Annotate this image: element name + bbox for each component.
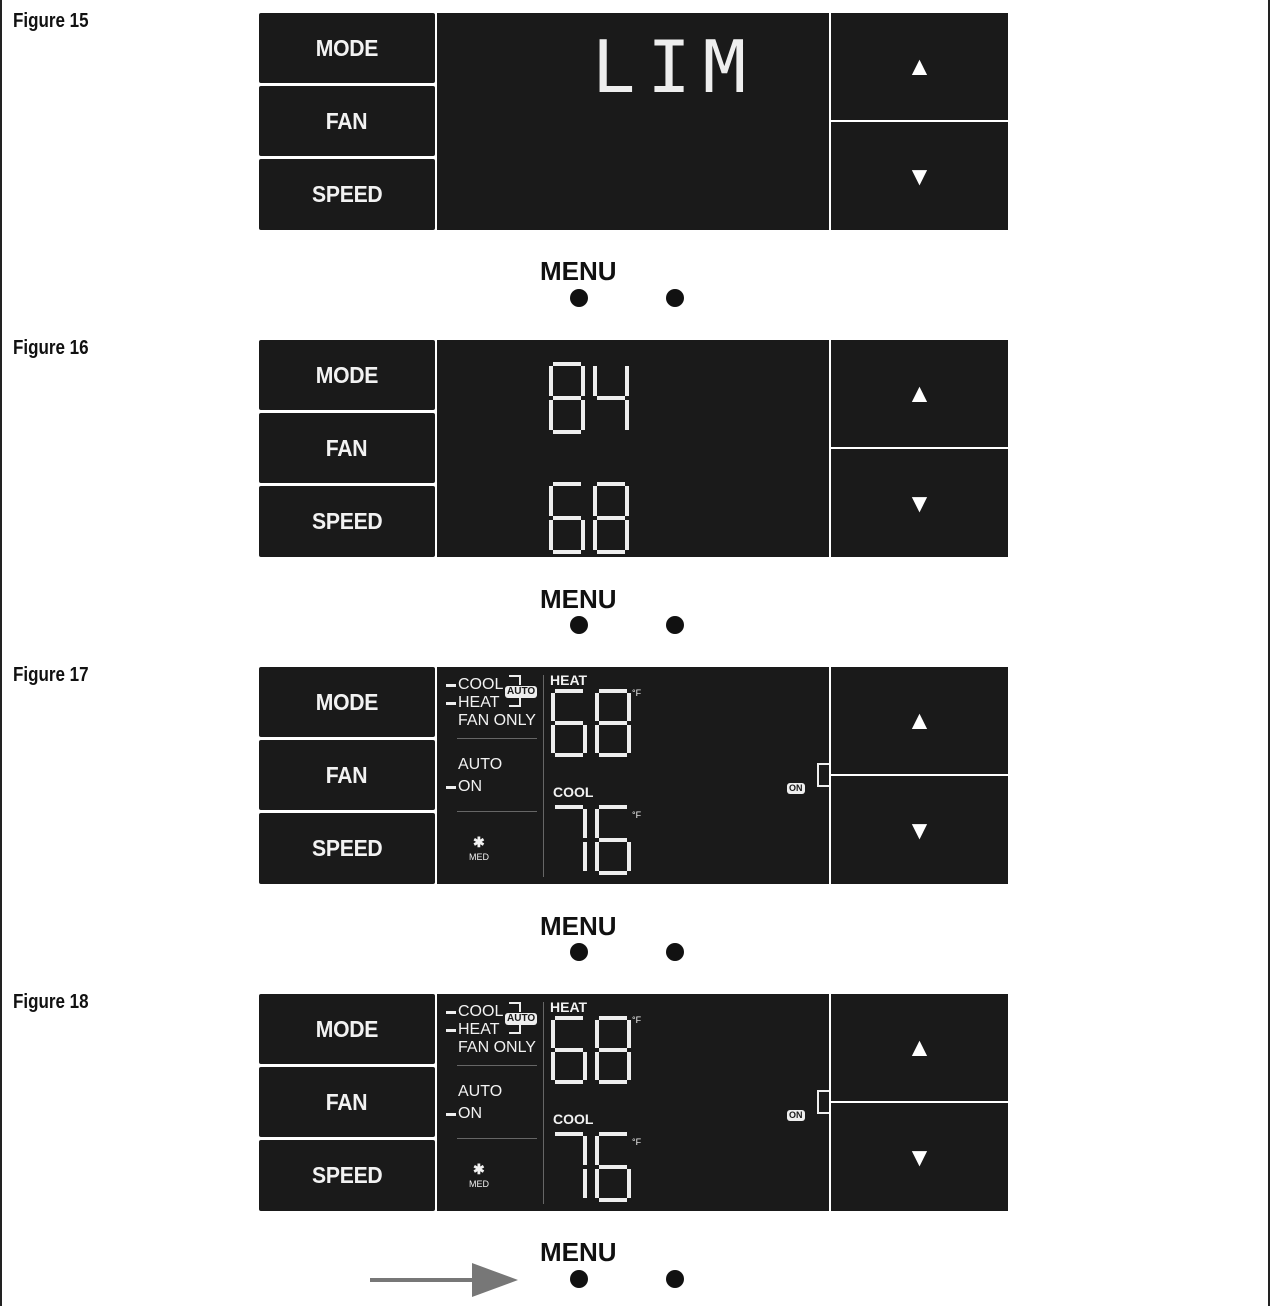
lcd-segment xyxy=(599,871,627,875)
fan-speed-label: MED xyxy=(469,1179,489,1189)
lcd-segment xyxy=(553,516,581,520)
lcd-segment xyxy=(583,1169,587,1198)
lcd-segment xyxy=(551,1052,555,1080)
heat-indicator-bar xyxy=(446,702,456,705)
lcd-segment xyxy=(599,1132,627,1136)
lcd-segment xyxy=(627,693,631,721)
cool-value-digits xyxy=(549,1130,642,1204)
mode-button-label: MODE xyxy=(315,688,379,715)
lcd-segment xyxy=(553,362,581,366)
figure-17-panel xyxy=(259,667,1008,884)
mode-button[interactable] xyxy=(259,667,435,737)
button-column xyxy=(259,340,435,557)
lcd-segment xyxy=(627,725,631,753)
column-divider xyxy=(543,675,544,877)
lcd-segment xyxy=(555,689,583,693)
lcd-seg-bottom-value xyxy=(547,480,637,556)
lcd-segment xyxy=(595,1169,599,1198)
lcd-segment xyxy=(549,520,553,550)
arrow-buttons xyxy=(831,994,1008,1211)
mode-button[interactable] xyxy=(259,994,435,1064)
cool-value-digits xyxy=(549,803,642,877)
cool-indicator-bar xyxy=(446,1011,456,1014)
heat-indicator-bar xyxy=(446,1029,456,1032)
up-button[interactable] xyxy=(831,13,1008,120)
lcd-segment xyxy=(597,482,625,486)
lcd-segment xyxy=(625,366,629,396)
menu-dot-left[interactable] xyxy=(570,1270,588,1288)
divider xyxy=(457,738,537,739)
mode-cool-label: COOL xyxy=(458,1003,504,1020)
speed-button-label: SPEED xyxy=(311,1162,383,1188)
lcd-screen xyxy=(437,13,829,230)
lcd-segment xyxy=(555,753,583,757)
fan-speed-label: MED xyxy=(469,852,489,862)
figure-15-label: Figure 15 xyxy=(13,10,89,32)
lcd-segment xyxy=(583,842,587,871)
figure-16-label: Figure 16 xyxy=(13,337,89,359)
mode-heat-label: HEAT xyxy=(458,694,500,711)
lcd-segment xyxy=(553,550,581,554)
lcd-segment xyxy=(583,809,587,838)
lcd-segment xyxy=(597,396,625,400)
on-badge: ON xyxy=(789,1110,803,1120)
menu-label: MENU xyxy=(540,256,617,286)
lcd-segment xyxy=(553,396,581,400)
lcd-segment xyxy=(599,1198,627,1202)
cool-indicator-bar xyxy=(446,684,456,687)
speed-button[interactable] xyxy=(259,159,435,230)
auto-bracket-top xyxy=(509,675,521,685)
lcd-segment xyxy=(551,693,555,721)
menu-label: MENU xyxy=(540,584,617,614)
fan-button[interactable] xyxy=(259,413,435,483)
heat-label: HEAT xyxy=(550,999,588,1015)
fan-on-label: ON xyxy=(458,1105,482,1122)
pointer-arrow-icon xyxy=(368,1260,518,1300)
mode-fan-only-label: FAN ONLY xyxy=(458,1039,536,1056)
lcd-segment xyxy=(583,1136,587,1165)
down-button[interactable] xyxy=(831,449,1008,557)
auto-bracket-bottom xyxy=(509,697,521,707)
divider xyxy=(457,1138,537,1139)
heat-unit: °F xyxy=(632,1015,642,1025)
fan-button-label: FAN xyxy=(326,761,368,788)
lcd-segment xyxy=(549,366,553,396)
down-arrow-icon: ▼ xyxy=(906,1141,933,1172)
fan-auto-label: AUTO xyxy=(458,1083,503,1100)
lcd-segment xyxy=(595,1136,599,1165)
menu-label: MENU xyxy=(540,911,617,941)
lcd-segment xyxy=(599,1080,627,1084)
on-indicator-bar xyxy=(446,1113,456,1116)
cool-label: COOL xyxy=(553,1111,594,1127)
lcd-seg-top-value xyxy=(547,360,637,436)
speed-button[interactable] xyxy=(259,813,435,884)
up-button[interactable] xyxy=(831,340,1008,447)
lcd-segment xyxy=(555,805,583,809)
lcd-segment xyxy=(551,1020,555,1048)
lcd-segment xyxy=(595,1020,599,1048)
speed-button-label: SPEED xyxy=(311,508,383,534)
fan-button[interactable] xyxy=(259,86,435,156)
auto-badge: AUTO xyxy=(507,1013,536,1024)
fan-button-label: FAN xyxy=(326,107,368,134)
fan-auto-label: AUTO xyxy=(458,756,503,773)
lcd-segment xyxy=(549,486,553,516)
button-column xyxy=(259,994,435,1211)
lcd-segment xyxy=(583,1052,587,1080)
mode-button[interactable] xyxy=(259,340,435,410)
on-bracket xyxy=(817,763,829,787)
heat-value-digits xyxy=(549,1014,642,1086)
divider xyxy=(457,811,537,812)
lcd-lim-text: LIM xyxy=(592,25,759,109)
lcd-segment xyxy=(595,1052,599,1080)
speed-button-label: SPEED xyxy=(311,181,383,207)
up-button[interactable] xyxy=(831,667,1008,774)
auto-bracket-bottom xyxy=(509,1024,521,1034)
fan-button[interactable] xyxy=(259,740,435,810)
lcd-segment xyxy=(595,725,599,753)
menu-dot-right[interactable] xyxy=(666,289,684,307)
figure-17-label: Figure 17 xyxy=(13,664,89,686)
lcd-segment xyxy=(625,520,629,550)
menu-dot-right[interactable] xyxy=(666,943,684,961)
mode-button[interactable] xyxy=(259,13,435,83)
button-column xyxy=(259,13,435,230)
menu-dot-left[interactable] xyxy=(570,289,588,307)
lcd-segment xyxy=(599,753,627,757)
mode-cool-label: COOL xyxy=(458,676,504,693)
lcd-segment xyxy=(581,520,585,550)
lcd-segment xyxy=(553,430,581,434)
on-badge: ON xyxy=(789,783,803,793)
mode-button-label: MODE xyxy=(315,361,379,388)
arrow-buttons xyxy=(831,13,1008,230)
lcd-segment xyxy=(593,520,597,550)
mode-heat-label: HEAT xyxy=(458,1021,500,1038)
on-indicator-bar xyxy=(446,786,456,789)
lcd-segment xyxy=(599,1016,627,1020)
up-arrow-icon: ▲ xyxy=(906,705,933,735)
lcd-segment xyxy=(599,1048,627,1052)
arrow-buttons xyxy=(831,667,1008,884)
lcd-segment xyxy=(555,1132,583,1136)
speed-button[interactable] xyxy=(259,486,435,557)
lcd-segment xyxy=(627,1169,631,1198)
mode-button-label: MODE xyxy=(315,34,379,61)
lcd-segment xyxy=(625,400,629,430)
down-button[interactable] xyxy=(831,122,1008,230)
menu-dot-left[interactable] xyxy=(570,616,588,634)
up-arrow-icon: ▲ xyxy=(906,51,933,81)
figure-18-panel xyxy=(259,994,1008,1211)
lcd-segment xyxy=(551,725,555,753)
lcd-segment xyxy=(627,1052,631,1080)
lcd-screen xyxy=(437,667,829,884)
lcd-segment xyxy=(599,805,627,809)
lcd-segment xyxy=(597,516,625,520)
down-arrow-icon: ▼ xyxy=(906,814,933,845)
lcd-segment xyxy=(599,838,627,842)
down-arrow-icon: ▼ xyxy=(906,160,933,191)
lcd-segment xyxy=(599,721,627,725)
lcd-segment xyxy=(627,842,631,871)
cool-label: COOL xyxy=(553,784,594,800)
up-arrow-icon: ▲ xyxy=(906,378,933,408)
lcd-segment xyxy=(555,721,583,725)
up-button[interactable] xyxy=(831,994,1008,1101)
up-arrow-icon: ▲ xyxy=(906,1032,933,1062)
speed-button-label: SPEED xyxy=(311,835,383,861)
column-divider xyxy=(543,1002,544,1204)
menu-dot-left[interactable] xyxy=(570,943,588,961)
heat-value-digits xyxy=(549,687,642,759)
menu-label: MENU xyxy=(540,1237,617,1267)
lcd-segment xyxy=(583,725,587,753)
lcd-segment xyxy=(581,400,585,430)
arrow-buttons xyxy=(831,340,1008,557)
divider xyxy=(457,1065,537,1066)
cool-unit: °F xyxy=(632,810,642,820)
fan-button-label: FAN xyxy=(326,434,368,461)
lcd-segment xyxy=(595,809,599,838)
fan-button-label: FAN xyxy=(326,1088,368,1115)
down-button[interactable] xyxy=(831,776,1008,884)
lcd-screen xyxy=(437,994,829,1211)
on-bracket xyxy=(817,1090,829,1114)
heat-label: HEAT xyxy=(550,672,588,688)
fan-icon: ✱ xyxy=(473,834,485,850)
figure-18-label: Figure 18 xyxy=(13,991,89,1013)
fan-icon: ✱ xyxy=(473,1161,485,1177)
lcd-segment xyxy=(595,693,599,721)
lcd-segment xyxy=(599,689,627,693)
mode-button-label: MODE xyxy=(315,1015,379,1042)
auto-badge: AUTO xyxy=(507,686,536,697)
figure-15-panel xyxy=(259,13,1008,230)
heat-unit: °F xyxy=(632,688,642,698)
fan-button[interactable] xyxy=(259,1067,435,1137)
lcd-segment xyxy=(625,486,629,516)
fan-on-label: ON xyxy=(458,778,482,795)
lcd-segment xyxy=(555,1080,583,1084)
lcd-screen xyxy=(437,340,829,557)
lcd-segment xyxy=(553,482,581,486)
lcd-segment xyxy=(555,1048,583,1052)
lcd-segment xyxy=(627,1020,631,1048)
cool-unit: °F xyxy=(632,1137,642,1147)
lcd-segment xyxy=(549,400,553,430)
down-button[interactable] xyxy=(831,1103,1008,1211)
auto-bracket-top xyxy=(509,1002,521,1012)
button-column xyxy=(259,667,435,884)
lcd-segment xyxy=(593,486,597,516)
lcd-segment xyxy=(581,366,585,396)
figure-16-panel xyxy=(259,340,1008,557)
down-arrow-icon: ▼ xyxy=(906,487,933,518)
speed-button[interactable] xyxy=(259,1140,435,1211)
mode-fan-only-label: FAN ONLY xyxy=(458,712,536,729)
menu-dot-right[interactable] xyxy=(666,1270,684,1288)
lcd-segment xyxy=(555,1016,583,1020)
lcd-segment xyxy=(593,366,597,396)
lcd-segment xyxy=(597,550,625,554)
menu-dot-right[interactable] xyxy=(666,616,684,634)
lcd-segment xyxy=(599,1165,627,1169)
lcd-segment xyxy=(595,842,599,871)
